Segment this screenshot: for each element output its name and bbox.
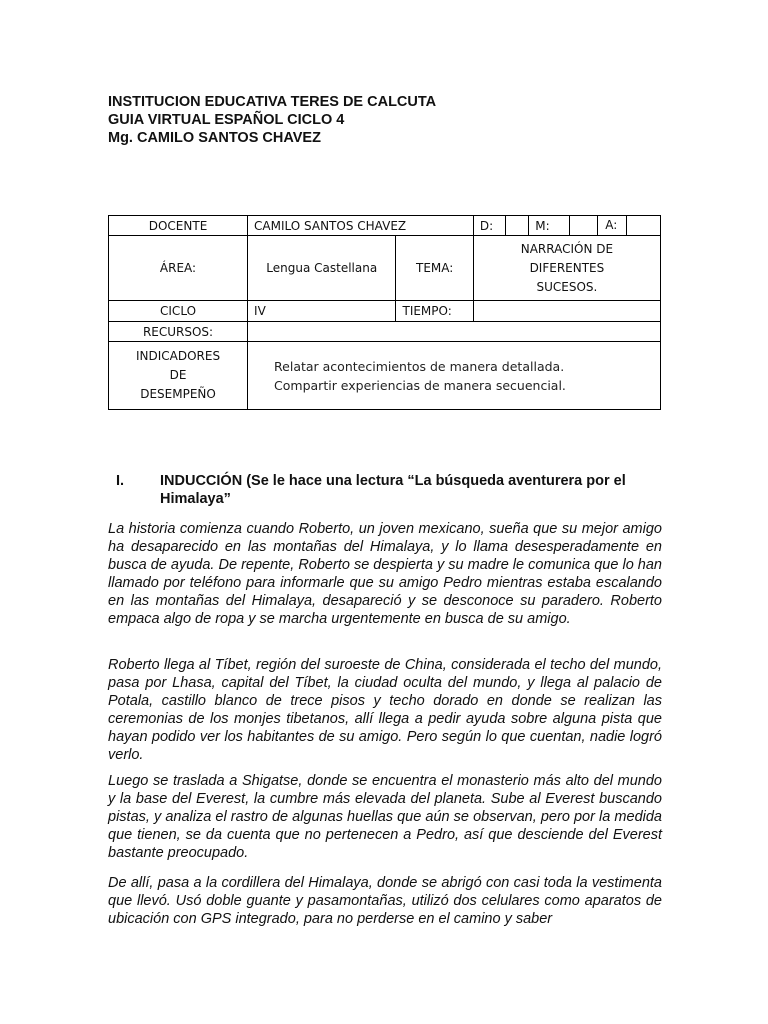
d-label: D:: [473, 216, 505, 236]
paragraph-4: De allí, pasa a la cordillera del Himalaya, donde se abrigó con casi toda la vestimenta que llevó. Usó doble guante y pasamontañas, utilizó dos celulares como aparatos de ubicación con GPS integrado, para no perderse en el camino y saber: [108, 875, 662, 927]
tema-value: NARRACIÓN DE DIFERENTES SUCESOS.: [473, 236, 660, 301]
d-value: [506, 216, 529, 236]
a-cell: [598, 216, 661, 236]
section-number: I.: [116, 473, 125, 489]
paragraph-3: Luego se traslada a Shigatse, donde se encuentra el monasterio más alto del mundo y la base del Everest, la cumbre más elevada del planeta. Sube al Everest buscando pistas, y analiza el rastro de algunas huellas que aún se observan, pero por la medida que tienen, se da cuenta que no pertenecen a Pedro, así que desciende del Everest bastante preocupado.: [108, 773, 662, 861]
area-value: Lengua Castellana: [248, 236, 396, 301]
school-name: INSTITUCION EDUCATIVA TERES DE CALCUTA: [108, 94, 437, 110]
indicator-item: Compartir experiencias de manera secuencial.: [274, 377, 566, 393]
tema-label: TEMA:: [396, 236, 473, 301]
indicadores-label: INDICADORES DE DESEMPEÑO: [109, 342, 248, 410]
ciclo-value: IV: [248, 301, 396, 322]
docente-value: CAMILO SANTOS CHAVEZ: [248, 216, 474, 236]
paragraph-2: Roberto llega al Tíbet, región del suroeste de China, considerada el techo del mundo, pasa por Lhasa, capital del Tíbet, la ciudad oculta del mundo, y llega al palacio de Potala, castillo blanco de trece pisos y techo dorado en donde se realizan las ceremonias de los monjes tibetanos, allí llega a pedir ayuda sobre alguna pista que hayan podido ver los habitantes de su amigo. Pero según lo que cuentan, nadie logró verlo.: [108, 657, 662, 763]
ciclo-label: CICLO: [109, 301, 248, 322]
area-label: ÁREA:: [109, 236, 248, 301]
m-label: M:: [529, 216, 570, 236]
section-title: INDUCCIÓN (Se le hace una lectura “La búsqueda aventurera por el Himalaya”: [160, 473, 626, 507]
indicator-item: Relatar acontecimientos de manera detallada.: [274, 358, 565, 374]
indicadores-values: [248, 342, 661, 410]
tiempo-label: TIEMPO:: [396, 301, 473, 322]
recursos-value: [248, 322, 661, 342]
tiempo-value: [473, 301, 660, 322]
document-header: [108, 93, 436, 147]
recursos-label: RECURSOS:: [109, 322, 248, 342]
info-table: [108, 215, 661, 410]
a-label: A:: [605, 218, 618, 232]
teacher-name: Mg. CAMILO SANTOS CHAVEZ: [108, 130, 321, 146]
m-value: [570, 216, 598, 236]
paragraph-1: La historia comienza cuando Roberto, un joven mexicano, sueña que su mejor amigo ha desaparecido en las montañas del Himalaya, y lo llama desesperadamente en busca de ayuda. De repente, Roberto se despierta y su madre le comunica que lo han llamado por teléfono para informarle que su amigo Pedro mientras estaba escalando en las montañas del Himalaya, desapareció y se desconoce su paradero. Roberto empaca algo de ropa y se marcha urgentemente en busca de su amigo.: [108, 521, 662, 627]
docente-label: DOCENTE: [109, 216, 248, 236]
guide-title: GUIA VIRTUAL ESPAÑOL CICLO 4: [108, 112, 345, 128]
